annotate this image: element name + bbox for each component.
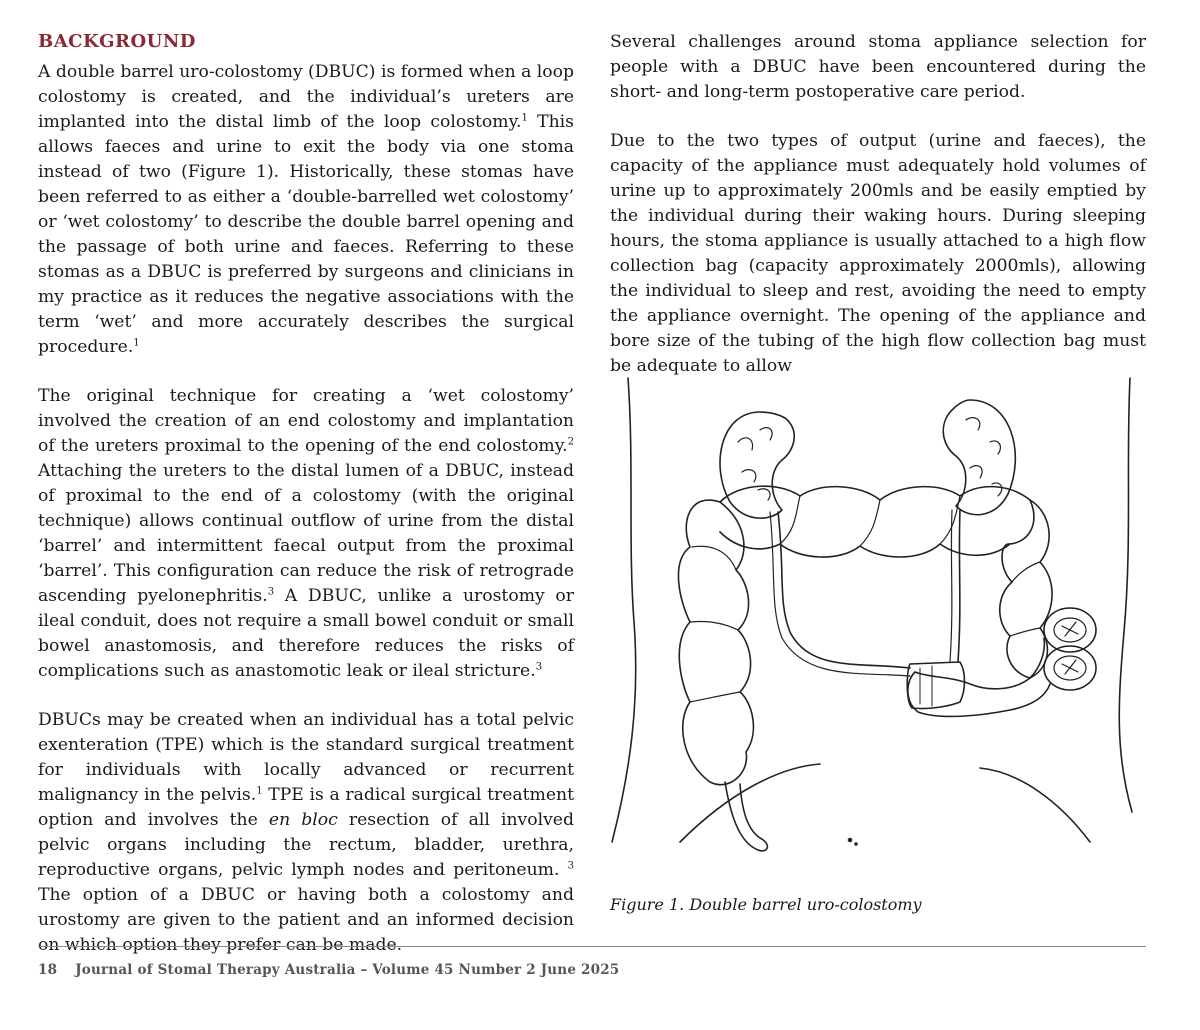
italic-term: en bloc xyxy=(268,810,338,830)
transverse-colon xyxy=(720,486,1034,557)
citation: 1 xyxy=(521,112,528,124)
paragraph-2: The original technique for creating a ‘wet colostomy’ involved the creation of an end colostomy and implantation of the ureters proximal to the opening of the end colostomy.$^2$ Attaching the ureters to the distal lumen of a DBUC, instead of proximal to the end of a colostomy (with the original technique) allows continual outflow of urine from the distal ‘barrel’ and intermittent faecal output from the proximal ‘barrel’. This configuration can reduce the risk of retrograde ascending pyelonephritis.$^3$ A DBUC, unlike a urostomy or ileal conduit, does not require a small bowel conduit or small bowel anastomosis, and therefore reduces the risks of complications such as anastomotic leak or ileal stricture.$^3$ xyxy=(38,386,574,681)
page-footer xyxy=(38,962,619,978)
paragraph-4: Several challenges around stoma appliance selection for people with a DBUC have been encountered during the short- and long-term postoperative care period. xyxy=(610,32,1146,102)
citation: 3 xyxy=(567,860,574,872)
right-column xyxy=(610,30,1146,403)
paragraph-5: Due to the two types of output (urine and faeces), the capacity of the appliance must adequately hold volumes of urine up to approximately 200mls and be easily emptied by the individual during their waking hours. During sleeping hours, the stoma appliance is usually attached to a high flow collection bag (capacity approximately 2000mls), allowing the individual to sleep and rest, avoiding the need to empty the appliance overnight. The opening of the appliance and bore size of the tubing of the high flow collection bag must be adequate to allow xyxy=(610,131,1146,376)
left-kidney xyxy=(720,412,794,518)
right-ureter xyxy=(958,510,960,662)
citation: 3 xyxy=(267,586,275,598)
citation: 2 xyxy=(567,436,574,448)
citation: 1 xyxy=(256,785,263,797)
citation: 3 xyxy=(535,661,543,673)
figure-illustration xyxy=(610,372,1146,872)
right-ureter-inner xyxy=(950,510,952,662)
page-number: 18 xyxy=(38,962,58,978)
left-ureter-inner xyxy=(770,512,910,676)
torso-outline-right xyxy=(1119,378,1132,812)
pelvis-line-right xyxy=(980,768,1090,842)
appendix xyxy=(725,782,767,851)
footer-divider xyxy=(38,946,1146,947)
left-ureter xyxy=(778,512,910,668)
distal-segment xyxy=(907,662,964,709)
ascending-colon xyxy=(678,500,753,785)
figure-caption: Figure 1. Double barrel uro-colostomy xyxy=(610,895,922,914)
paragraph-1: A double barrel uro-colostomy (DBUC) is formed when a loop colostomy is created, and the individual’s ureters are implanted into the distal limb of the loop colostomy.$^1$ This allows faeces and urine to exit the body via one stoma instead of two (Figure 1). Historically, these stomas have been referred to as either a ‘double-barrelled wet colostomy’ or ‘wet colostomy’ to describe the double barrel opening and the passage of both urine and faeces. Referring to these stomas as a DBUC is preferred by surgeons and clinicians in my practice as it reduces the negative associations with the term ‘wet’ and more accurately describes the surgical procedure.$^1$ xyxy=(38,62,575,357)
pelvis-line-left xyxy=(680,764,820,842)
paragraph-3: DBUCs may be created when an individual has a total pelvic exenteration (TPE) which is the standard surgical treatment for individuals with locally advanced or recurrent malignancy in the pelvis.$^1$ TPE is a radical surgical treatment option and involves the en bloc resection of all involved pelvic organs including the rectum, bladder, urethra, reproductive organs, pelvic lymph nodes and peritoneum. $^3$ The option of a DBUC or having both a colostomy and urostomy are given to the patient and an informed decision on which option they prefer can be made. xyxy=(38,710,574,955)
journal-citation: Journal of Stomal Therapy Australia – Volume 45 Number 2 June 2025 xyxy=(75,962,620,978)
sigmoid-loop xyxy=(908,672,1050,716)
left-column xyxy=(38,30,574,982)
right-kidney xyxy=(943,400,1015,515)
torso-outline-left xyxy=(612,378,636,842)
citation: 1 xyxy=(133,337,140,349)
section-heading: BACKGROUND xyxy=(38,31,196,52)
